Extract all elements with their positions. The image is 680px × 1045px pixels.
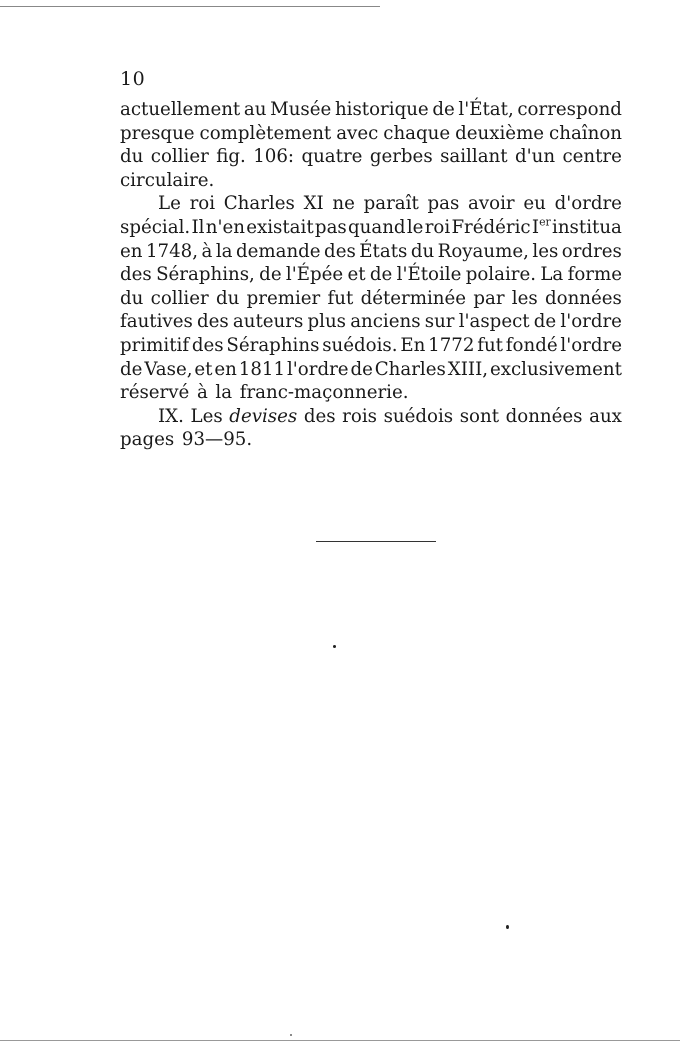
- text-line: [120, 169, 622, 193]
- word: de: [369, 264, 393, 286]
- word: du: [120, 287, 144, 309]
- word: de: [120, 358, 143, 380]
- word: Il: [191, 216, 205, 238]
- word: États: [359, 240, 408, 262]
- word: réservé: [120, 382, 190, 404]
- word: fondé: [505, 334, 558, 356]
- word: Vase,: [144, 358, 193, 380]
- word: des: [196, 311, 229, 333]
- section-end-rule: [316, 541, 436, 542]
- word: Séraphins,: [156, 264, 255, 286]
- word: du: [215, 287, 240, 309]
- word: fig.: [216, 146, 246, 168]
- word: Frédéric: [451, 216, 531, 238]
- word: avec: [336, 122, 379, 144]
- word: deuxième: [455, 122, 545, 144]
- word: l'État,: [458, 99, 514, 120]
- word: actuellement: [120, 99, 241, 120]
- word: d'ordre: [554, 193, 622, 215]
- word: sont: [459, 405, 500, 427]
- word: [532, 216, 551, 240]
- word: 93—95.: [181, 429, 253, 451]
- word: 1748,: [145, 240, 199, 262]
- word: des: [324, 240, 356, 262]
- word: paraît: [363, 193, 419, 215]
- word: 106:: [253, 146, 295, 168]
- word: saillant: [440, 146, 508, 168]
- word: et: [347, 264, 366, 286]
- word: avoir: [468, 193, 515, 215]
- word: XI: [303, 193, 324, 215]
- text-line: [120, 310, 622, 334]
- word: anciens: [350, 311, 421, 333]
- word: de: [259, 264, 282, 286]
- word: en: [120, 240, 143, 262]
- word: 1772: [428, 334, 475, 356]
- word: à: [201, 240, 213, 262]
- word: gerbes: [369, 146, 433, 168]
- word: du: [120, 146, 144, 168]
- word: pas: [314, 216, 347, 238]
- text-line: [120, 192, 622, 216]
- top-edge-rule: [0, 6, 380, 7]
- word: Séraphins: [226, 334, 320, 356]
- word: La: [540, 264, 564, 286]
- word: ordres: [561, 240, 622, 262]
- word: institua: [552, 216, 622, 238]
- word: pas: [427, 193, 460, 215]
- word: l'ordre: [286, 358, 349, 380]
- word: primitif: [120, 334, 190, 356]
- superscript-er: er: [539, 215, 551, 229]
- text-line: [120, 358, 622, 382]
- word: exclusivement: [489, 358, 622, 380]
- text-line: [120, 98, 622, 122]
- word: correspond: [517, 99, 622, 120]
- word: de: [533, 311, 557, 333]
- word: n'en: [205, 216, 245, 238]
- italic-term-devises: devises: [229, 405, 298, 427]
- word: en: [214, 358, 237, 380]
- text-line: [120, 428, 622, 452]
- word: Royaume,: [437, 240, 529, 262]
- word: existait: [246, 216, 314, 238]
- word: d'un: [514, 146, 556, 168]
- word: la: [215, 240, 233, 262]
- word: fut: [327, 287, 354, 309]
- word: historique: [334, 99, 429, 120]
- word: plus: [307, 311, 346, 333]
- word: Charles: [374, 358, 446, 380]
- word: centre: [562, 146, 622, 168]
- bottom-edge-rule: [0, 1040, 680, 1041]
- word: l'ordre: [560, 334, 622, 356]
- text-line: [120, 334, 622, 358]
- word: presque: [120, 122, 195, 144]
- word: rois: [342, 405, 377, 427]
- word: En: [400, 334, 426, 356]
- word: à: [196, 382, 208, 404]
- word: collier: [150, 146, 209, 168]
- word: du: [410, 240, 435, 262]
- word: fautives: [120, 311, 193, 333]
- print-speck: [333, 645, 336, 648]
- word: forme: [567, 264, 622, 286]
- word: ne: [332, 193, 355, 215]
- word: sur: [424, 311, 455, 333]
- word: complètement: [199, 122, 332, 144]
- text-line: [120, 263, 622, 287]
- word: Charles: [223, 193, 295, 215]
- word: et: [194, 358, 213, 380]
- word: données: [505, 405, 583, 427]
- word: par: [473, 287, 505, 309]
- word: roi: [189, 193, 216, 215]
- word: déterminée: [360, 287, 467, 309]
- word: de: [432, 99, 455, 120]
- text-line: [120, 145, 622, 169]
- print-speck: [290, 1034, 292, 1036]
- text-line: [120, 240, 622, 264]
- word: Le: [158, 193, 181, 215]
- word: l'Étoile: [396, 264, 462, 286]
- word: pages: [120, 429, 175, 451]
- word: de: [350, 358, 373, 380]
- word: le: [406, 216, 424, 238]
- word: l'Épée: [285, 264, 344, 286]
- word: Les: [190, 405, 223, 427]
- word: roi: [424, 216, 451, 238]
- word: circulaire.: [120, 169, 215, 191]
- word: aux: [589, 405, 622, 427]
- word: les: [511, 287, 538, 309]
- word: quatre: [301, 146, 363, 168]
- paragraph-orders: [120, 192, 622, 404]
- word: données: [545, 287, 622, 309]
- word: IX.: [158, 405, 184, 427]
- body-text: [120, 98, 622, 452]
- word: l'ordre: [560, 311, 622, 333]
- word: quand: [348, 216, 406, 238]
- word: XIII,: [447, 358, 489, 380]
- text-line: [120, 405, 622, 429]
- word: des: [303, 405, 336, 427]
- word: la: [215, 382, 233, 404]
- word: chaînon: [549, 122, 622, 144]
- word: chaque: [383, 122, 451, 144]
- word: au: [243, 99, 267, 120]
- text-line: [120, 287, 622, 311]
- word: auteurs: [232, 311, 304, 333]
- word: suédois: [383, 405, 454, 427]
- word: franc-maçonnerie.: [239, 382, 409, 404]
- word: polaire.: [465, 264, 537, 286]
- word: 1811: [238, 358, 286, 380]
- word: Musée: [270, 99, 332, 120]
- word: eu: [523, 193, 546, 215]
- page-number: 10: [120, 68, 146, 90]
- word: spécial.: [120, 216, 191, 238]
- print-speck: [506, 925, 509, 929]
- word: fut: [477, 334, 503, 356]
- word: I: [531, 216, 540, 238]
- word: l'aspect: [458, 311, 530, 333]
- word: suédois.: [322, 334, 398, 356]
- word: les: [532, 240, 559, 262]
- word: premier: [246, 287, 321, 309]
- word: demande: [235, 240, 321, 262]
- word: des: [191, 334, 224, 356]
- paragraph-devises: [120, 405, 622, 452]
- text-line: [120, 381, 622, 405]
- text-line: [120, 122, 622, 146]
- text-line: [120, 216, 622, 240]
- word: des: [120, 264, 152, 286]
- paragraph-continuation: [120, 98, 622, 192]
- word: collier: [150, 287, 209, 309]
